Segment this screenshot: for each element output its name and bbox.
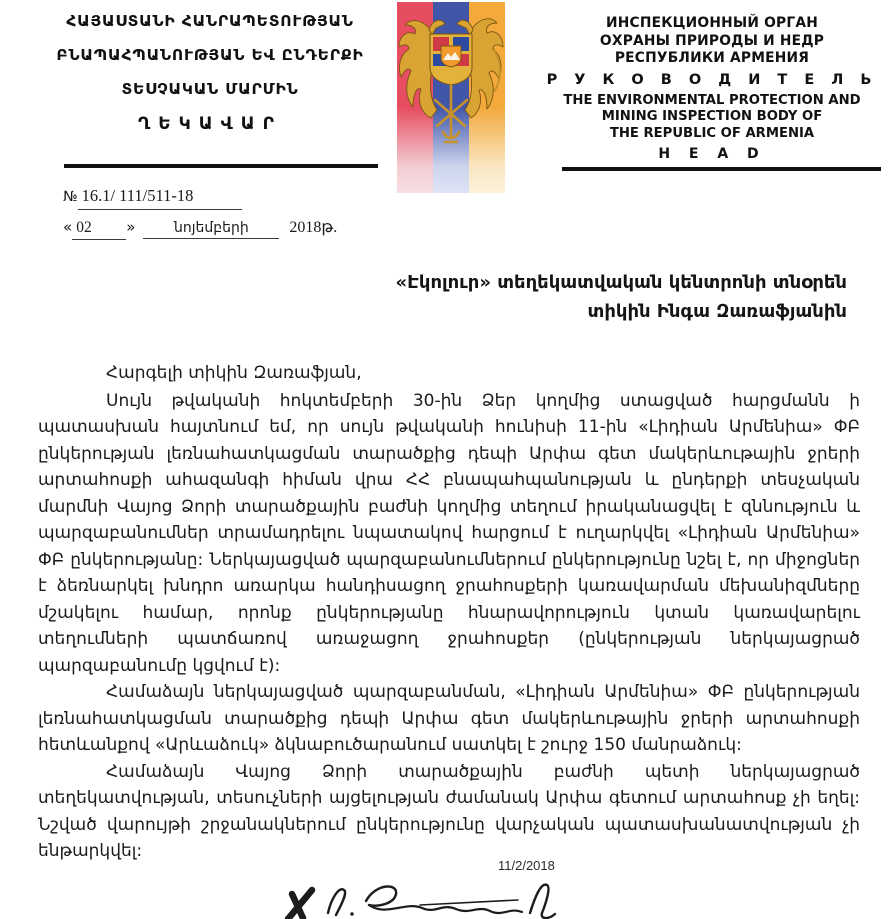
org-name-line: ՀԱՅԱՍՏԱՆԻ ՀԱՆՐԱՊԵՏՈՒԹՅԱՆ	[66, 12, 354, 30]
letter-body	[38, 360, 860, 865]
signature-date: 11/2/2018	[498, 858, 555, 873]
org-name-en: MINING INSPECTION BODY OF	[601, 109, 823, 124]
addressee-person: տիկին Ինգա Զառաֆյանին	[587, 301, 847, 322]
reference-line	[63, 186, 242, 210]
paragraph: Համաձայն Վայոց Ձորի տարածքային բաժնի պետի ներկայացրած տեղեկատվության, տեսուչների այցելության ժամանակ Արփա գետում արտահոսք չի եղել: Նշված վարույթի շրջանակներում ընկերությունը վարչական պատասխանատվության չի ենթարկվել:	[38, 761, 860, 861]
paragraph: Համաձայն ներկայացված պարզաբանման, «Լիդիան Արմենիա» ՓԲ ընկերության լեռնահատկացման տարածքից դեպի Արփա գետ մակերևութային ջրերի արտահոսքի հետևանքով «Արևաձուկ» ձկնաբուծարանում սատկել է շուրջ 150 մանրաձուկ:	[38, 682, 860, 755]
open-quote: «	[63, 218, 73, 236]
org-name-line: ԲՆԱՊԱՀՊԱՆՈՒԹՅԱՆ ԵՎ ԸՆԴԵՐՔԻ	[56, 46, 364, 64]
letterhead-rule-right	[562, 167, 881, 171]
org-name-en: THE ENVIRONMENTAL PROTECTION AND	[563, 92, 861, 108]
addressee-block	[396, 268, 847, 326]
org-name-line: ՏԵՍՉԱԿԱՆ ՄԱՐՄԻՆ	[121, 80, 299, 98]
org-title-en: H E A D	[658, 146, 766, 162]
letterhead-left	[38, 12, 382, 134]
org-name-en: THE REPUBLIC OF ARMENIA	[609, 125, 815, 141]
number-sign: №	[63, 189, 78, 205]
salutation: Հարգելի տիկին Զառաֆյան,	[106, 363, 362, 383]
org-title-hy: ՂԵԿԱՎԱՐ	[138, 114, 282, 134]
date-line	[63, 217, 337, 240]
org-name-ru: ИНСПЕКЦИОННЫЙ ОРГАН	[606, 15, 818, 31]
letterhead-rule-left	[64, 164, 378, 168]
letterhead-right	[538, 15, 886, 162]
org-name-ru: ОХРАНЫ ПРИРОДЫ И НЕДР	[599, 32, 825, 49]
armenia-coat-of-arms-icon	[397, 2, 505, 193]
close-quote: »	[126, 218, 136, 236]
handwritten-signature	[228, 877, 608, 919]
addressee-org: «Էկոլուր» տեղեկատվական կենտրոնի տնօրեն	[395, 272, 847, 293]
paragraph: Սույն թվականի հոկտեմբերի 30-ին Ձեր կողմից ստացված հարցմանն ի պատասխան հայտնում եմ, որ սույն թվականի հունիսի 11-ին «Լիդիան Արմենիա» ՓԲ ընկերության լեռնահատկացման տարածքից դեպի Արփա գետ մակերևութային ջրերի արտահոսքի ահազանգի հիման վրա ՀՀ բնապահպանության և ընդերքի տեսչական մարմնի Վայոց Ձորի տարածքային բաժնի կողմից տեղում իրականացվել է զննություն և պարզաբանումներ տրամադրելու նպատակով հարցում է ուղարկվել «Լիդիան Արմենիա» ՓԲ ընկերությանը: Ներկայացված պարզաբանումներում ընկերությունը նշել է, որ միջոցներ է ձեռնարկել խնդրո առարկա հանդիսացող ջրահոսքերի կառավարման մեխանիզմները մշակելու համար, որոնք ընկերությանը հնարավորություն կտան կառավարելու տեղումների պատճառով առաջացող ջրահոսքեր (ընկերության ներկայացրած պարզաբանումը կցվում է):	[38, 390, 860, 676]
reference-number: 16.1/ 111/511-18	[78, 186, 242, 210]
org-title-ru: Р У К О В О Д И Т Е Л Ь	[546, 71, 878, 88]
date-year: 2018թ.	[289, 219, 338, 236]
date-day: 02	[72, 219, 126, 240]
date-month: նոյեմբերի	[143, 220, 279, 239]
org-name-ru: РЕСПУБЛИКИ АРМЕНИЯ	[614, 50, 810, 66]
